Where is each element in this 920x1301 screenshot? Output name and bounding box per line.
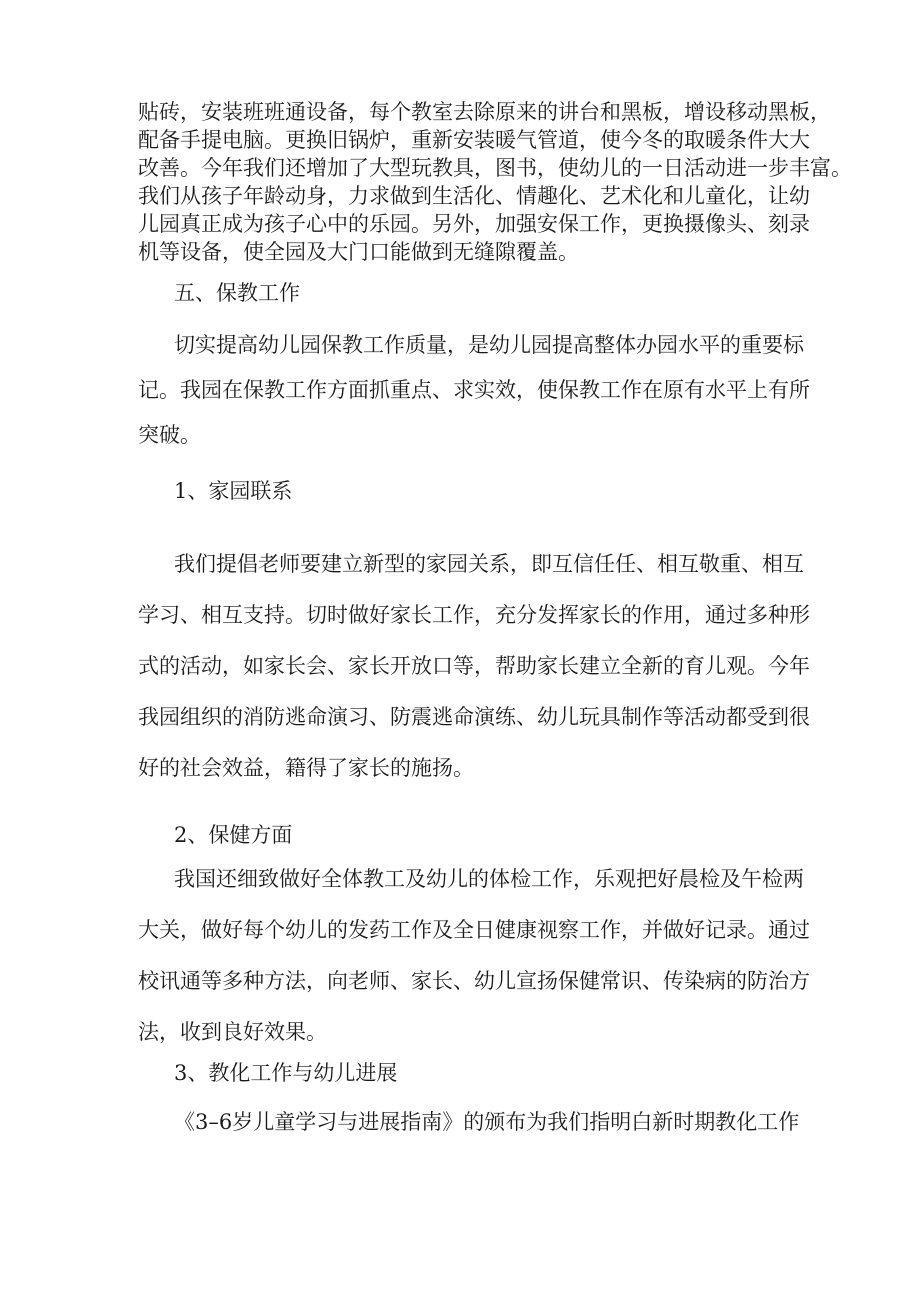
text-line: 突破。	[138, 423, 201, 447]
section-five-heading	[138, 278, 824, 308]
text-line: 切实提高幼儿园保教工作质量，是幼儿园提高整体办园水平的重要标	[174, 333, 804, 357]
heading-text: 五、保教工作	[174, 281, 300, 305]
text-line: 式的活动，如家长会、家长开放口等，帮助家长建立全新的育儿观。今年	[138, 654, 810, 678]
text-line: 《3–6岁儿童学习与进展指南》的颁布为我们指明白新时期教化工作	[174, 1110, 800, 1134]
text-line: 校讯通等多种方法，向老师、家长、幼儿宣扬保健常识、传染病的防治方	[138, 969, 810, 993]
text-line: 我园组织的消防逃命演习、防震逃命演练、幼儿玩具制作等活动都受到很	[138, 705, 810, 729]
sub2-heading	[138, 820, 824, 850]
text-line: 记。我园在保教工作方面抓重点、求实效，使保教工作在原有水平上有所	[138, 378, 810, 402]
sub2-paragraph	[138, 854, 810, 1058]
text-line: 贴砖，安装班班通设备，每个教室去除原来的讲台和黑板，增设移动黑板，	[138, 100, 831, 124]
text-line: 法，收到良好效果。	[138, 1020, 327, 1044]
text-line: 儿园真正成为孩子心中的乐园。另外，加强安保工作，更换摄像头、刻录	[138, 212, 810, 236]
intro-paragraph	[138, 98, 852, 266]
sub1-heading	[138, 476, 824, 506]
heading-text: 2、保健方面	[174, 823, 293, 847]
sub3-paragraph	[138, 1107, 800, 1137]
heading-text: 3、教化工作与幼儿进展	[174, 1061, 398, 1085]
sub3-heading	[138, 1058, 824, 1088]
text-line: 我们从孩子年龄动身，力求做到生活化、情趣化、艺术化和儿童化，让幼	[138, 184, 810, 208]
text-line: 我国还细致做好全体教工及幼儿的体检工作，乐观把好晨检及午检两	[174, 867, 804, 891]
text-line: 学习、相互支持。切时做好家长工作，充分发挥家长的作用，通过多种形	[138, 603, 810, 627]
text-line: 好的社会效益，籍得了家长的施扬。	[138, 756, 474, 780]
text-line: 改善。今年我们还增加了大型玩教具，图书，使幼儿的一日活动进一步丰富。	[138, 156, 852, 180]
section-five-paragraph	[138, 323, 810, 458]
text-line: 机等设备，使全园及大门口能做到无缝隙覆盖。	[138, 240, 579, 264]
text-line: 配备手提电脑。更换旧锅炉，重新安装暖气管道，使今冬的取暖条件大大	[138, 128, 810, 152]
text-line: 我们提倡老师要建立新型的家园关系，即互信任任、相互敬重、相互	[174, 552, 804, 576]
text-line: 大关，做好每个幼儿的发药工作及全日健康视察工作，并做好记录。通过	[138, 918, 810, 942]
sub1-paragraph	[138, 539, 810, 794]
heading-text: 1、家园联系	[174, 479, 293, 503]
